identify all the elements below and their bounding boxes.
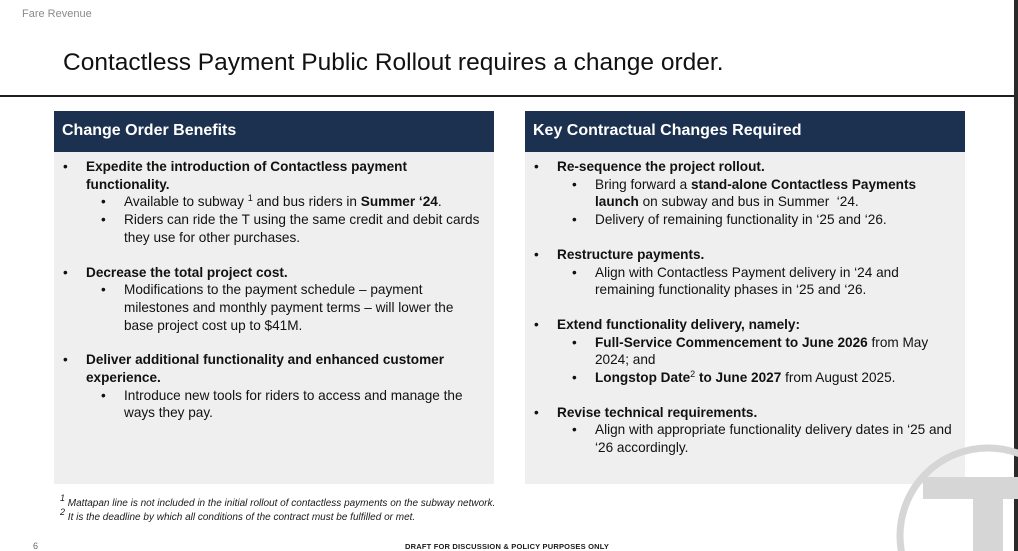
sub-bullet-item bbox=[533, 369, 955, 387]
panel-body bbox=[54, 152, 494, 422]
bullet-icon: • bbox=[572, 370, 577, 386]
sub-bullet-text: Full-Service Commencement to June 2026 from May 2024; and bbox=[595, 334, 929, 368]
bullet-heading: Decrease the total project cost. bbox=[86, 264, 288, 280]
sub-bullet-item bbox=[533, 421, 955, 456]
sub-bullet-item bbox=[533, 211, 955, 229]
change-block bbox=[533, 246, 955, 299]
bullet-icon: • bbox=[63, 264, 68, 280]
footnote: $^2$ It is the deadline by which all conditions of the contract must be fulfilled or met. bbox=[60, 507, 416, 523]
footnotes bbox=[60, 493, 496, 525]
bullet-icon: • bbox=[572, 264, 577, 280]
bullet-item bbox=[62, 264, 484, 282]
bullet-icon: • bbox=[572, 212, 577, 228]
bullet-heading: Revise technical requirements. bbox=[557, 404, 758, 420]
bullet-item bbox=[533, 316, 955, 334]
bullet-icon: • bbox=[101, 194, 106, 210]
bullet-icon: • bbox=[572, 334, 577, 350]
draft-notice: DRAFT FOR DISCUSSION & POLICY PURPOSES ONLY bbox=[405, 542, 610, 551]
title-divider bbox=[0, 95, 1018, 97]
bullet-heading: Restructure payments. bbox=[557, 246, 705, 262]
bullet-icon: • bbox=[101, 282, 106, 298]
sub-bullet-item bbox=[62, 211, 484, 246]
bullet-item bbox=[62, 351, 484, 386]
bullet-item bbox=[62, 158, 484, 193]
key-contractual-changes-panel bbox=[525, 111, 965, 484]
sub-bullet-text: Bring forward a stand-alone Contactless Payments launch on subway and bus in Summer ‘24. bbox=[595, 176, 917, 210]
benefit-block bbox=[62, 158, 484, 247]
sub-bullet-text: Delivery of remaining functionality in ‘25 and ‘26. bbox=[595, 212, 887, 228]
benefit-block bbox=[62, 264, 484, 335]
panel-header: Key Contractual Changes Required bbox=[525, 111, 965, 152]
bullet-icon: • bbox=[63, 352, 68, 368]
change-block bbox=[533, 158, 955, 229]
benefit-block bbox=[62, 351, 484, 422]
sub-bullet-text: Introduce new tools for riders to access and manage the ways they pay. bbox=[124, 387, 463, 421]
change-block bbox=[533, 316, 955, 387]
bullet-icon: • bbox=[101, 387, 106, 403]
sub-bullet-text: Modifications to the payment schedule – payment milestones and monthly payment terms – will lower the base project cost up to $41M. bbox=[124, 282, 454, 333]
bullet-icon: • bbox=[534, 316, 539, 332]
mbta-t-logo-icon bbox=[893, 441, 1018, 551]
sub-bullet-text: Available to subway $^1$ and bus riders in Summer ‘24. bbox=[124, 193, 442, 210]
page-title: Contactless Payment Public Rollout requires a change order. bbox=[63, 49, 724, 76]
bullet-heading: Expedite the introduction of Contactless payment functionality. bbox=[86, 159, 407, 192]
bullet-item bbox=[533, 404, 955, 422]
change-order-benefits-panel bbox=[54, 111, 494, 484]
footnote: $^1$ Mattapan line is not included in the initial rollout of contactless payments on the subway network. bbox=[60, 493, 496, 509]
sub-bullet-item bbox=[62, 193, 484, 211]
sub-bullet-text: Longstop Date$^2$ to June 2027 from August 2025. bbox=[595, 369, 896, 386]
bullet-item bbox=[533, 246, 955, 264]
sub-bullet-item bbox=[533, 334, 955, 369]
sub-bullet-text: Align with Contactless Payment delivery in ‘24 and remaining functionality phases in ‘25 and ‘26. bbox=[595, 264, 899, 298]
sub-bullet-item bbox=[533, 176, 955, 211]
section-label: Fare Revenue bbox=[22, 8, 92, 20]
bullet-heading: Re-sequence the project rollout. bbox=[557, 159, 765, 174]
bullet-icon: • bbox=[63, 159, 68, 174]
sub-bullet-text: Riders can ride the T using the same credit and debit cards they use for other purchases. bbox=[124, 212, 480, 245]
bullet-icon: • bbox=[572, 176, 577, 192]
page-number: 6 bbox=[33, 541, 39, 551]
bullet-icon: • bbox=[534, 159, 539, 174]
bullet-icon: • bbox=[534, 246, 539, 262]
bullet-heading: Extend functionality delivery, namely: bbox=[557, 316, 800, 332]
panel-body bbox=[525, 152, 965, 457]
bullet-icon: • bbox=[534, 404, 539, 420]
sub-bullet-item bbox=[62, 387, 484, 422]
sub-bullet-item bbox=[533, 264, 955, 299]
panel-header: Change Order Benefits bbox=[54, 111, 494, 152]
bullet-item bbox=[533, 158, 955, 176]
bullet-heading: Deliver additional functionality and enhanced customer experience. bbox=[86, 352, 445, 386]
sub-bullet-text: Align with appropriate functionality delivery dates in ‘25 and ‘26 accordingly. bbox=[595, 422, 952, 456]
bullet-icon: • bbox=[572, 422, 577, 438]
sub-bullet-item bbox=[62, 281, 484, 334]
bullet-icon: • bbox=[101, 212, 106, 228]
change-block bbox=[533, 404, 955, 457]
